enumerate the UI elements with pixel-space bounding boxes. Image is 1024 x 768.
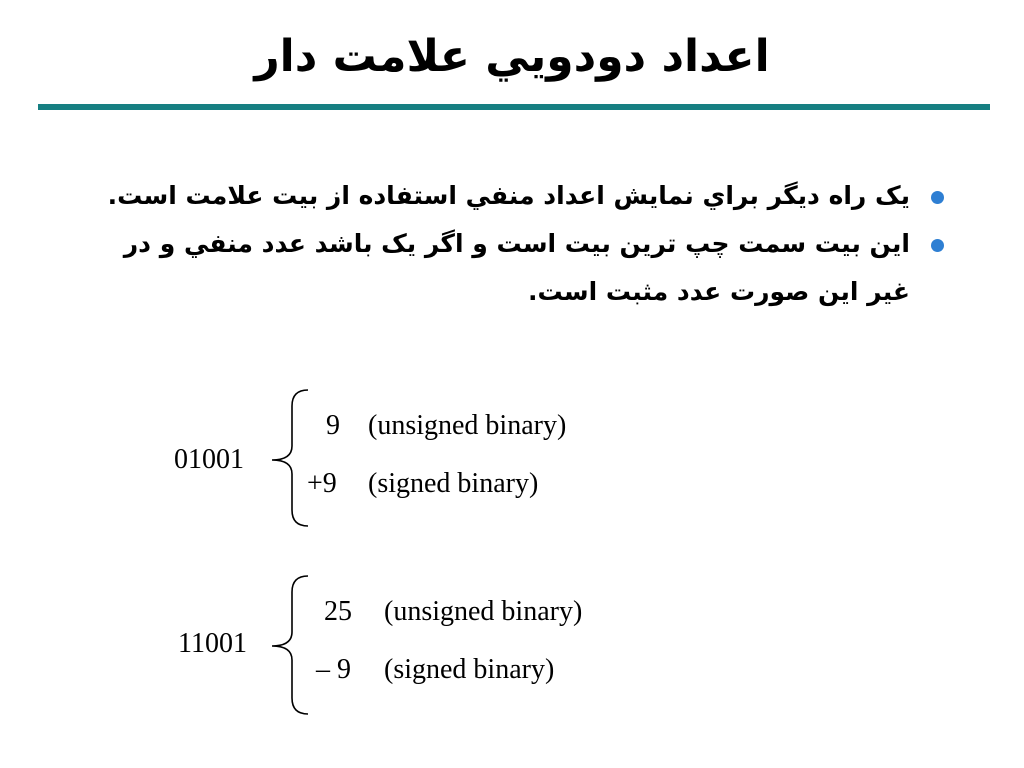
slide-title: اعداد دودويي علامت دار xyxy=(254,31,770,82)
bullet-text: يک راه ديگر براي نمايش اعداد منفي استفاده از بيت علامت است. xyxy=(107,181,910,210)
interpretation-value: 25 xyxy=(324,596,352,627)
left-brace-icon xyxy=(262,574,312,716)
interpretation-note: (signed binary) xyxy=(384,654,555,685)
interpretation-value: – 9 xyxy=(316,654,351,685)
interpretation-note: (signed binary) xyxy=(368,468,539,499)
interpretation-note: (unsigned binary) xyxy=(384,596,583,627)
binary-number: 01001 xyxy=(174,444,244,475)
bullet-text: اين بيت سمت چپ ترين بيت است و اگر يک باشد عدد منفي و در غير اين صورت عدد مثبت است. xyxy=(123,229,910,306)
bullet-item xyxy=(90,172,950,220)
bullet-dot-icon xyxy=(931,191,944,204)
interpretation-note: (unsigned binary) xyxy=(368,410,567,441)
title-divider xyxy=(38,104,990,110)
interpretation-value: +9 xyxy=(307,468,337,499)
bullet-dot-icon xyxy=(931,239,944,252)
bullet-item xyxy=(90,220,950,316)
bullet-list xyxy=(90,172,950,316)
left-brace-icon xyxy=(262,388,312,528)
binary-number: 11001 xyxy=(178,628,247,659)
interpretation-value: 9 xyxy=(326,410,340,441)
